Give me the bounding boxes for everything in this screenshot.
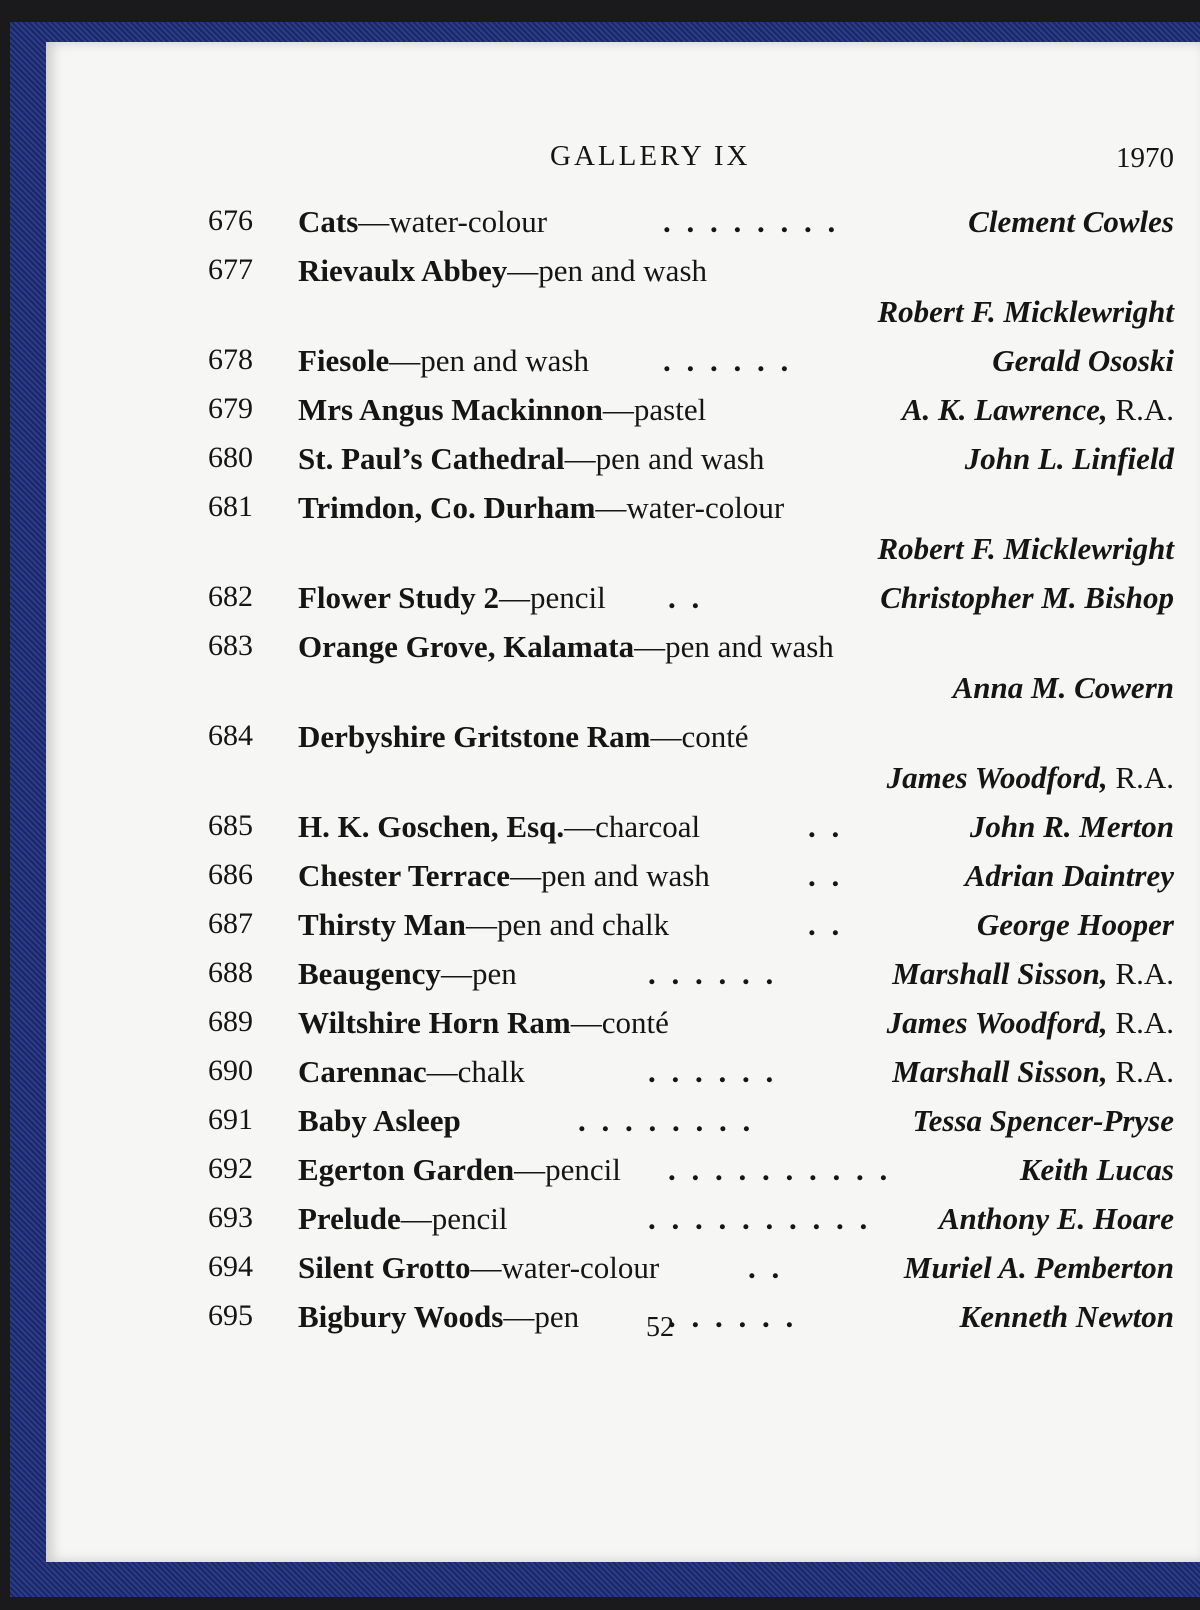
year: 1970 bbox=[1116, 142, 1174, 174]
dot-leader: . . bbox=[808, 858, 844, 893]
entry-title bbox=[298, 809, 700, 845]
artist-name bbox=[977, 907, 1174, 943]
artwork-title: Orange Grove, Kalamata bbox=[298, 629, 635, 664]
catalogue-entry bbox=[208, 1148, 1174, 1197]
artwork-medium: —pen and wash bbox=[634, 629, 834, 664]
entry-number: 679 bbox=[208, 392, 253, 425]
artist-name bbox=[992, 343, 1174, 379]
artwork-medium: —conté bbox=[570, 1005, 669, 1040]
artist-honour: R.A. bbox=[1107, 956, 1174, 991]
artist-honour: R.A. bbox=[1107, 1005, 1174, 1040]
catalogue-entry bbox=[208, 854, 1174, 903]
artwork-medium: —pencil bbox=[514, 1152, 621, 1187]
artwork-title: H. K. Goschen, Esq. bbox=[298, 809, 565, 844]
dot-leader: . . . . . . bbox=[648, 956, 778, 991]
artist-name-text: Robert F. Micklewright bbox=[877, 531, 1174, 566]
artist-name bbox=[902, 392, 1174, 428]
artist-name-text: Marshall Sisson, bbox=[892, 956, 1108, 991]
artist-name bbox=[887, 760, 1174, 796]
artist-name-text: John R. Merton bbox=[969, 809, 1174, 844]
artist-honour: R.A. bbox=[1107, 1054, 1174, 1089]
dot-leader: . . . . . . bbox=[648, 1054, 778, 1089]
catalogue-entry bbox=[208, 1295, 1174, 1344]
entry-title bbox=[298, 1054, 525, 1090]
artist-name-text: Anthony E. Hoare bbox=[938, 1201, 1174, 1236]
catalogue-entry bbox=[208, 486, 1174, 576]
gallery-title: GALLERY IX bbox=[550, 140, 751, 172]
entry-title bbox=[298, 1250, 659, 1286]
dot-leader: . . . . . . bbox=[668, 1299, 798, 1334]
artwork-title: Fiesole bbox=[298, 343, 390, 378]
artist-honour: R.A. bbox=[1107, 392, 1174, 427]
artist-name bbox=[892, 1054, 1174, 1090]
artist-name bbox=[1020, 1152, 1174, 1188]
entry-number: 677 bbox=[208, 253, 253, 286]
artwork-medium: —charcoal bbox=[564, 809, 701, 844]
artist-name-text: Gerald Ososki bbox=[992, 343, 1174, 378]
entry-title bbox=[298, 907, 669, 943]
entry-title bbox=[298, 580, 606, 616]
dot-leader: . . . . . . bbox=[663, 343, 793, 378]
artist-honour: R.A. bbox=[1107, 760, 1174, 795]
catalogue-entry bbox=[208, 437, 1174, 486]
entry-number: 688 bbox=[208, 956, 253, 989]
artist-name bbox=[877, 531, 1174, 567]
artist-name-text: Adrian Daintrey bbox=[964, 858, 1174, 893]
artwork-medium: —pen and wash bbox=[389, 343, 589, 378]
artist-name bbox=[877, 294, 1174, 330]
artwork-title: Mrs Angus Mackinnon bbox=[298, 392, 603, 427]
artist-name-text: Robert F. Micklewright bbox=[877, 294, 1174, 329]
entry-number: 680 bbox=[208, 441, 253, 474]
artist-name bbox=[965, 441, 1174, 477]
artwork-title: Rievaulx Abbey bbox=[298, 253, 508, 288]
page-number: 52 bbox=[646, 1312, 674, 1343]
page-header bbox=[46, 140, 1200, 180]
artwork-medium: —pen and chalk bbox=[465, 907, 670, 942]
catalogue-entry bbox=[208, 625, 1174, 715]
catalogue-entry bbox=[208, 1246, 1174, 1295]
entry-title bbox=[298, 392, 706, 428]
artist-name-text: Anna M. Cowern bbox=[952, 670, 1174, 705]
artwork-medium: —pencil bbox=[498, 580, 606, 615]
artist-name bbox=[887, 1005, 1174, 1041]
artwork-medium: —water-colour bbox=[595, 490, 785, 525]
entry-title bbox=[298, 490, 784, 526]
catalogue-entry bbox=[208, 388, 1174, 437]
artist-name-text: James Woodford, bbox=[886, 1005, 1108, 1040]
entry-number: 690 bbox=[208, 1054, 253, 1087]
artist-name bbox=[970, 809, 1174, 845]
catalogue-entry bbox=[208, 1001, 1174, 1050]
artist-name-text: John L. Linfield bbox=[964, 441, 1174, 476]
dot-leader: . . bbox=[808, 809, 844, 844]
artwork-medium: —pastel bbox=[602, 392, 707, 427]
artwork-title: Chester Terrace bbox=[298, 858, 511, 893]
artwork-medium: —pen and wash bbox=[564, 441, 765, 476]
catalogue-entry bbox=[208, 200, 1174, 249]
artwork-title: Egerton Garden bbox=[298, 1152, 515, 1187]
entry-title bbox=[298, 629, 834, 665]
entry-title bbox=[298, 1152, 621, 1188]
catalogue-entry bbox=[208, 1099, 1174, 1148]
artist-name-text: Marshall Sisson, bbox=[892, 1054, 1108, 1089]
entry-number: 691 bbox=[208, 1103, 253, 1136]
artist-name bbox=[939, 1201, 1174, 1237]
entry-title bbox=[298, 343, 589, 379]
entry-title bbox=[298, 719, 749, 755]
artist-name-text: Keith Lucas bbox=[1019, 1152, 1174, 1187]
entry-title bbox=[298, 956, 517, 992]
catalogue-entry bbox=[208, 903, 1174, 952]
artwork-title: Carennac bbox=[298, 1054, 427, 1089]
entry-title bbox=[298, 1103, 461, 1139]
artwork-title: Flower Study 2 bbox=[298, 580, 499, 615]
entry-title bbox=[298, 1299, 579, 1335]
catalogue-entry bbox=[208, 1197, 1174, 1246]
artwork-title: Wiltshire Horn Ram bbox=[298, 1005, 571, 1040]
artist-name bbox=[960, 1299, 1174, 1335]
artist-name-text: Muriel A. Pemberton bbox=[903, 1250, 1174, 1285]
catalogue-entry bbox=[208, 1050, 1174, 1099]
dot-leader: . . bbox=[668, 580, 704, 615]
entry-number: 687 bbox=[208, 907, 253, 940]
artwork-title: Thirsty Man bbox=[298, 907, 466, 942]
artwork-title: Prelude bbox=[298, 1201, 401, 1236]
artwork-medium: —water-colour bbox=[470, 1250, 660, 1285]
artwork-title: Derbyshire Gritstone Ram bbox=[298, 719, 651, 754]
dot-leader: . . . . . . . . bbox=[663, 204, 840, 239]
entry-title bbox=[298, 858, 710, 894]
artist-name bbox=[968, 204, 1174, 240]
artist-name bbox=[953, 670, 1174, 706]
artwork-title: Baby Asleep bbox=[298, 1103, 461, 1138]
entry-title bbox=[298, 253, 707, 289]
artist-name-text: Kenneth Newton bbox=[959, 1299, 1174, 1334]
artist-name-text: Christopher M. Bishop bbox=[880, 580, 1174, 615]
entry-number: 694 bbox=[208, 1250, 253, 1283]
artist-name-text: George Hooper bbox=[976, 907, 1174, 942]
artist-name bbox=[892, 956, 1174, 992]
entry-number: 685 bbox=[208, 809, 253, 842]
entry-number: 676 bbox=[208, 204, 253, 237]
dot-leader: . . bbox=[748, 1250, 784, 1285]
catalogue-page bbox=[46, 42, 1200, 1562]
artist-name-text: A. K. Lawrence, bbox=[901, 392, 1108, 427]
artwork-medium: —pencil bbox=[400, 1201, 508, 1236]
artwork-medium: —pen bbox=[440, 956, 517, 991]
artwork-medium: —water-colour bbox=[358, 204, 548, 239]
entry-number: 689 bbox=[208, 1005, 253, 1038]
artist-name bbox=[913, 1103, 1174, 1139]
catalogue-entry bbox=[208, 576, 1174, 625]
artist-name bbox=[904, 1250, 1174, 1286]
artwork-medium: —pen bbox=[503, 1299, 580, 1334]
catalogue-entry bbox=[208, 249, 1174, 339]
artwork-title: Beaugency bbox=[298, 956, 441, 991]
artwork-title: Bigbury Woods bbox=[298, 1299, 504, 1334]
entry-title bbox=[298, 1201, 508, 1237]
catalogue-entry bbox=[208, 339, 1174, 388]
artist-name bbox=[880, 580, 1174, 616]
entry-number: 678 bbox=[208, 343, 253, 376]
artist-name-text: James Woodford, bbox=[886, 760, 1108, 795]
entry-number: 692 bbox=[208, 1152, 253, 1185]
entry-title bbox=[298, 204, 547, 240]
entry-title bbox=[298, 1005, 669, 1041]
dot-leader: . . . . . . . . . . bbox=[648, 1201, 872, 1236]
artwork-title: St. Paul’s Cathedral bbox=[298, 441, 565, 476]
entry-number: 686 bbox=[208, 858, 253, 891]
entry-number: 681 bbox=[208, 490, 253, 523]
catalogue-entry bbox=[208, 805, 1174, 854]
entry-number: 682 bbox=[208, 580, 253, 613]
catalogue-entries bbox=[208, 200, 1174, 1344]
artwork-title: Silent Grotto bbox=[298, 1250, 471, 1285]
artwork-medium: —chalk bbox=[426, 1054, 525, 1089]
dot-leader: . . . . . . . . . . bbox=[668, 1152, 892, 1187]
artwork-title: Trimdon, Co. Durham bbox=[298, 490, 596, 525]
dot-leader: . . bbox=[808, 907, 844, 942]
artwork-medium: —conté bbox=[650, 719, 749, 754]
entry-number: 695 bbox=[208, 1299, 253, 1332]
artwork-medium: —pen and wash bbox=[507, 253, 708, 288]
entry-number: 684 bbox=[208, 719, 253, 752]
catalogue-entry bbox=[208, 715, 1174, 805]
artwork-medium: —pen and wash bbox=[510, 858, 710, 893]
artist-name bbox=[965, 858, 1174, 894]
artwork-title: Cats bbox=[298, 204, 359, 239]
catalogue-entry bbox=[208, 952, 1174, 1001]
artist-name-text: Tessa Spencer-Pryse bbox=[912, 1103, 1174, 1138]
entry-title bbox=[298, 441, 764, 477]
dot-leader: . . . . . . . . bbox=[578, 1103, 755, 1138]
entry-number: 693 bbox=[208, 1201, 253, 1234]
entry-number: 683 bbox=[208, 629, 253, 662]
artist-name-text: Clement Cowles bbox=[968, 204, 1174, 239]
